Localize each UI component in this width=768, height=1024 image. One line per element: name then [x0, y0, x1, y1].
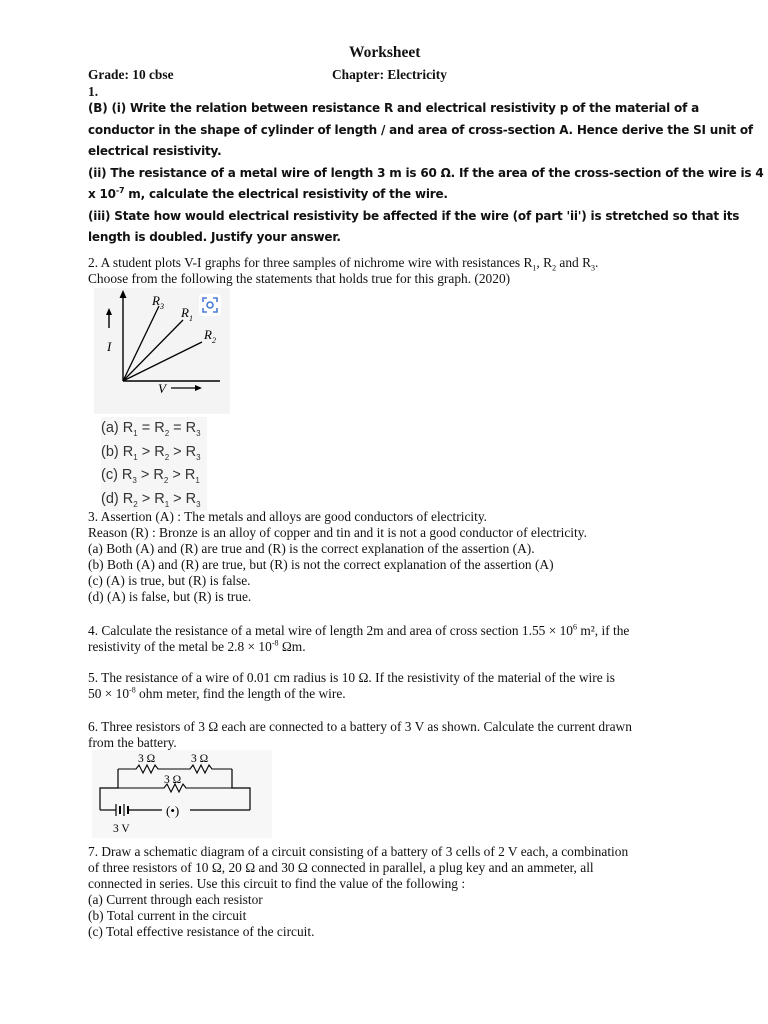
q7-item: (b) Total current in the circuit [88, 908, 247, 923]
q2-options [101, 417, 207, 511]
label-r3: $R_3$ [152, 293, 164, 311]
q4-line: 4. Calculate the resistance of a metal wire of length 2m and area of cross section $1.55 \times 10^6$ m², if the [88, 622, 630, 638]
label-r2: $R_2$ [204, 327, 216, 345]
q7-item: (c) Total effective resistance of the circuit. [88, 924, 315, 939]
q6-line: from the battery. [88, 735, 177, 750]
q3-option: (b) Both (A) and (R) are true, but (R) is not the correct explanation of the assertion (A) [88, 557, 554, 572]
q1-line: (ii) The resistance of a metal wire of length 3 m is 60 Ω. If the area of the cross-section of the wire is 4 [88, 165, 764, 180]
battery-label: 3 V [113, 823, 130, 835]
plug-key: (•) [166, 803, 180, 818]
q1-line: x $10^{-7}$ m, calculate the electrical resistivity of the wire. [88, 186, 448, 201]
q2-line2: Choose from the following the statements that holds true for this graph. (2020) [88, 271, 511, 286]
page-title: Worksheet [349, 44, 421, 61]
q2-line1: 2. A student plots V-I graphs for three samples of nichrome wire with resistances $R_1$, $R_2$ and $R_3$. [88, 255, 599, 273]
label-r1: $R_1$ [181, 305, 193, 323]
resistor-a-label: 3 Ω [138, 753, 156, 765]
grade-label: Grade: 10 cbse [88, 67, 174, 82]
q3-assertion: 3. Assertion (A) : The metals and alloys are good conductors of electricity. [88, 509, 488, 524]
q5-line: $50 \times 10^{-8}$ ohm meter, find the length of the wire. [88, 685, 346, 701]
q7-line: connected in series. Use this circuit to find the value of the following : [88, 876, 466, 891]
q4-line: resistivity of the metal be $2.8 \times 10^{-8}$ Ωm. [88, 638, 306, 654]
q1-line: electrical resistivity. [88, 144, 222, 158]
question-3-block [88, 509, 587, 605]
q1-line: (B) (i) Write the relation between resistance R and electrical resistivity p of the material of a [88, 101, 699, 115]
q7-line: 7. Draw a schematic diagram of a circuit consisting of a battery of 3 cells of 2 V each, a combination [88, 844, 629, 859]
q3-option: (c) (A) is true, but (R) is false. [88, 573, 251, 588]
q1-line: (iii) State how would electrical resistivity be affected if the wire (of part 'ii') is stretched so that its [88, 208, 740, 223]
x-label: V [158, 381, 166, 396]
image-search-icon[interactable] [199, 294, 221, 316]
q3-reason: Reason (R) : Bronze is an alloy of copper and tin and it is not a good conductor of electricity. [88, 525, 587, 540]
q2-option-c: (c) $R_3 > R_2 > R_1$ [101, 467, 200, 485]
question-4-block [88, 623, 629, 655]
resistor-b-label: 3 Ω [191, 753, 209, 765]
q7-line: of three resistors of 10 Ω, 20 Ω and 30 Ω connected in parallel, a plug key and an ammeter, all [88, 860, 594, 875]
question-6-block [88, 719, 632, 751]
q1-line: conductor in the shape of cylinder of length / and area of cross-section A. Hence derive the SI unit of [88, 122, 753, 137]
q3-option: (d) (A) is false, but (R) is true. [88, 589, 252, 604]
question-5-block [88, 670, 615, 702]
circuit-diagram [92, 750, 272, 838]
y-label: I [107, 339, 112, 354]
q2-option-a: (a) $R_1 = R_2 = R_3$ [101, 420, 201, 438]
q5-line: 5. The resistance of a wire of 0.01 cm radius is 10 Ω. If the resistivity of the material of the wire is [88, 670, 615, 685]
question-7-block [88, 844, 628, 940]
question-1-number: 1. [88, 84, 99, 99]
q3-option: (a) Both (A) and (R) are true and (R) is the correct explanation of the assertion (A). [88, 541, 535, 556]
q1-line: length is doubled. Justify your answer. [88, 230, 341, 244]
q6-line: 6. Three resistors of 3 Ω each are connected to a battery of 3 V as shown. Calculate the current drawn [88, 719, 632, 734]
question-1-block [88, 98, 763, 249]
q2-option-d: (d) $R_2 > R_1 > R_3$ [101, 490, 201, 509]
chapter-label: Chapter: Electricity [332, 67, 447, 82]
resistor-c-label: 3 Ω [164, 774, 182, 786]
q7-item: (a) Current through each resistor [88, 892, 263, 907]
q2-option-b: (b) $R_1 > R_2 > R_3$ [101, 443, 201, 462]
